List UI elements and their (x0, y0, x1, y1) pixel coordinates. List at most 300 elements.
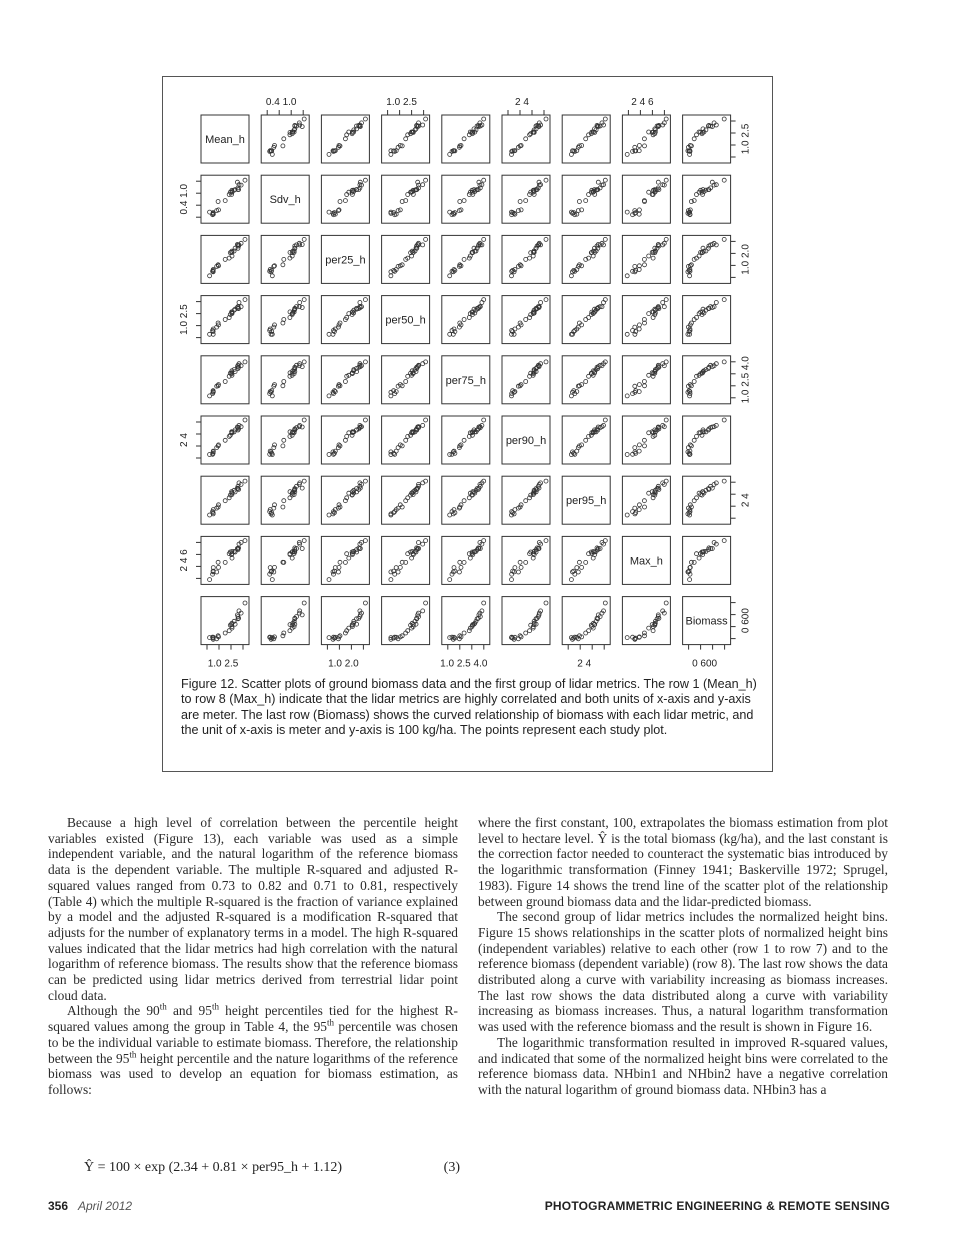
data-point (462, 560, 466, 564)
data-point (524, 499, 528, 503)
data-point (569, 152, 573, 156)
data-point (643, 505, 647, 509)
variable-label: per50_h (385, 314, 426, 327)
tick-label: 1.0 2.5 4.0 (440, 658, 488, 670)
data-point (302, 237, 306, 241)
data-point (223, 560, 227, 564)
data-point (327, 332, 331, 336)
panel-frame (201, 597, 249, 645)
data-point (633, 264, 637, 268)
data-point (462, 257, 466, 261)
panel-frame (382, 115, 430, 163)
data-point (223, 438, 227, 442)
panel-frame (201, 416, 249, 464)
data-point (519, 264, 523, 268)
data-point (637, 508, 641, 512)
data-point (216, 200, 220, 204)
data-point (243, 601, 247, 605)
data-point (603, 601, 607, 605)
data-point (662, 305, 666, 309)
data-point (577, 560, 581, 564)
data-point (389, 274, 393, 278)
data-point (462, 499, 466, 503)
data-point (421, 423, 425, 427)
data-point (637, 144, 641, 148)
data-point (528, 629, 532, 633)
data-point (363, 178, 367, 182)
variable-label: Max_h (629, 555, 663, 568)
data-point (482, 418, 486, 422)
data-point (695, 193, 699, 197)
data-point (596, 180, 600, 184)
data-point (347, 556, 351, 560)
data-point (336, 570, 340, 574)
data-point (462, 631, 466, 635)
data-point (633, 446, 637, 450)
variable-label: per75_h (445, 374, 486, 387)
data-point (421, 609, 425, 613)
data-point (516, 209, 520, 213)
data-point (584, 631, 588, 635)
data-point (544, 360, 548, 364)
data-point (424, 601, 428, 605)
data-point (327, 210, 331, 214)
data-point (510, 578, 514, 582)
data-point (462, 137, 466, 141)
tick-label: 0.4 1.0 (179, 183, 190, 215)
data-point (625, 332, 629, 336)
tick-label: 2 4 6 (631, 97, 654, 108)
data-point (223, 631, 227, 635)
panel-frame (622, 356, 670, 404)
data-point (569, 578, 573, 582)
data-point (343, 560, 347, 564)
data-point (722, 298, 726, 302)
data-point (692, 438, 696, 442)
panel-frame (683, 115, 731, 163)
data-point (458, 200, 462, 204)
data-point (237, 301, 241, 305)
data-point (243, 479, 247, 483)
data-point (697, 556, 701, 560)
panel-frame (442, 597, 490, 645)
data-point (664, 117, 668, 121)
panel-frame (683, 356, 731, 404)
data-point (722, 360, 726, 364)
data-point (243, 237, 247, 241)
data-point (642, 380, 646, 384)
panel-frame (562, 115, 610, 163)
data-point (524, 380, 528, 384)
data-point (300, 486, 304, 490)
paragraph: The logarithmic transformation resulted in improved R-squared values, and indicated that some of the normalized height bins were correlated to the reference biomass data. NHbin1 and NHbin2 have a negative correlation with the natural logarithm of ground biomass data. NHbin3 has a (478, 1034, 888, 1097)
data-point (223, 499, 227, 503)
data-point (208, 513, 212, 517)
figure-caption: Figure 12. Scatter plots of ground biomass data and the first group of lidar metrics. The row 1 (Mean_h) to row 8 (Max_h) indicate that the lidar metrics are highly correlated and both units of x-axis and y-axis are meter. The last row (Biomass) shows the curved relationship of biomass with each lidar metric, and the unit of x-axis is meter and y-axis is 100 kg/ha. The points represent each study plot. (181, 677, 757, 738)
data-point (643, 384, 647, 388)
variable-label: Sdv_h (269, 194, 301, 207)
data-point (227, 434, 231, 438)
tick-label: 2 4 6 (179, 549, 190, 572)
data-point (223, 257, 227, 261)
data-point (661, 301, 665, 305)
data-point (281, 263, 285, 267)
data-point (243, 539, 247, 543)
data-point (584, 318, 588, 322)
data-point (327, 152, 331, 156)
data-point (216, 560, 220, 564)
data-point (633, 384, 637, 388)
data-point (528, 133, 532, 137)
data-point (544, 479, 548, 483)
data-point (345, 552, 349, 556)
panel-frame (261, 115, 309, 163)
panel-frame (321, 597, 369, 645)
data-point (692, 380, 696, 384)
data-point (539, 301, 543, 305)
data-point (327, 394, 331, 398)
data-point (584, 137, 588, 141)
data-point (722, 418, 726, 422)
data-point (227, 256, 231, 260)
data-point (625, 453, 629, 457)
data-point (223, 380, 227, 384)
data-point (223, 318, 227, 322)
data-point (587, 374, 591, 378)
page-number: 356 (48, 1199, 69, 1213)
data-point (208, 274, 212, 278)
data-point (217, 565, 221, 569)
data-point (695, 434, 699, 438)
data-point (243, 418, 247, 422)
panel-frame (321, 115, 369, 163)
data-point (457, 570, 461, 574)
data-point (363, 479, 367, 483)
tick-label: 2 4 (515, 97, 529, 108)
data-point (404, 499, 408, 503)
data-point (524, 199, 528, 203)
data-point (580, 565, 584, 569)
page-footer (48, 1199, 890, 1217)
data-point (282, 380, 286, 384)
data-point (722, 117, 726, 121)
data-point (270, 578, 274, 582)
data-point (462, 318, 466, 322)
variable-label: Mean_h (205, 134, 245, 146)
data-point (643, 444, 647, 448)
panel-frame (201, 175, 249, 223)
data-point (302, 360, 306, 364)
data-point (223, 199, 227, 203)
data-point (288, 496, 292, 500)
data-point (343, 380, 347, 384)
tick-label: 2 4 (577, 658, 592, 670)
paragraph: The second group of lidar metrics includes the normalized height bins. Figure 15 shows relationships in the scatter plots of normalized height bins (independent variables) relative to each other (row 1 to row 7) and to the reference biomass (dependent variable) (row 8). The last row shows the data distributed along a curve with variability increasing as biomass increases. The last row shows the data distributed along a curve with variability increasing as biomass increases. Thus, a natural logarithm transformation was used with the reference biomass and the result is shown in Figure 16. (478, 909, 888, 1035)
panel-frame (683, 536, 731, 584)
data-point (577, 200, 581, 204)
data-point (337, 443, 341, 447)
data-point (637, 323, 641, 327)
data-point (448, 152, 452, 156)
issue-date: April 2012 (78, 1199, 133, 1213)
data-point (642, 257, 646, 261)
data-point (458, 560, 462, 564)
data-point (421, 183, 425, 187)
data-point (282, 438, 286, 442)
panel-frame (382, 476, 430, 524)
data-point (692, 499, 696, 503)
panel-frame (502, 175, 550, 223)
data-point (281, 384, 285, 388)
data-point (524, 318, 528, 322)
variable-label: Biomass (685, 615, 728, 628)
data-point (448, 513, 452, 517)
panel-frame (502, 115, 550, 163)
data-point (462, 438, 466, 442)
data-point (695, 133, 699, 137)
tick-label: 2 4 (740, 493, 752, 508)
data-point (482, 178, 486, 182)
data-point (664, 178, 668, 182)
data-point (272, 446, 276, 450)
data-point (302, 601, 306, 605)
paragraph: where the first constant, 100, extrapolates the biomass estimation from plot level to hectare level. Ŷ is the total biomass (kg/ha), and the last constant is the correction factor needed to counteract the systematic bias introduced by the logarithmic transformation (Finney 1941; Baskerville 1972; Sprugel, 1983). Figure 14 shows the trend line of the scatter plot of the relationship between ground biomass data and the lidar-predicted biomass. (478, 815, 888, 909)
data-point (302, 298, 306, 302)
data-point (647, 254, 651, 258)
tick-label: 1.0 2.5 (740, 123, 752, 155)
data-point (327, 513, 331, 517)
data-point (584, 438, 588, 442)
data-point (584, 560, 588, 564)
data-point (482, 117, 486, 121)
data-point (302, 479, 306, 483)
paragraph: Although the 90th and 95th height percentiles tied for the highest R-squared values among the group in Table 4, the 95th percentile was chosen to be the individual variable to estimate biomass. Therefore, the relationship between the 95th height percentile and the nature logarithms of the reference biomass was used to develop an equation for biomass estimation, as follows: (48, 1001, 459, 1097)
panel-frame (683, 235, 731, 283)
tick-label: 1.0 2.5 (386, 97, 417, 108)
data-point (528, 256, 532, 260)
data-point (518, 200, 522, 204)
data-point (227, 629, 231, 633)
data-point (282, 499, 286, 503)
data-point (544, 117, 548, 121)
data-point (603, 418, 607, 422)
panel-frame (622, 597, 670, 645)
data-point (448, 274, 452, 278)
data-point (288, 629, 292, 633)
data-point (273, 443, 277, 447)
data-point (637, 503, 641, 507)
variable-label: per25_h (325, 254, 366, 267)
equation-text: Ŷ = 100 × exp (2.34 + 0.81 × per95_h + 1.12) (84, 1160, 343, 1175)
tick-label: 0 600 (692, 658, 718, 670)
data-point (664, 418, 668, 422)
data-point (603, 117, 607, 121)
data-point (510, 274, 514, 278)
panel-frame (201, 476, 249, 524)
data-point (544, 539, 548, 543)
data-point (516, 570, 520, 574)
data-point (343, 137, 347, 141)
data-point (637, 383, 641, 387)
data-point (448, 578, 452, 582)
data-point (524, 137, 528, 141)
data-point (656, 180, 660, 184)
data-point (569, 394, 573, 398)
data-point (625, 210, 629, 214)
data-point (363, 360, 367, 364)
data-point (643, 144, 647, 148)
tick-label: 1.0 2.5 (179, 304, 190, 335)
data-point (643, 263, 647, 267)
tick-label: 0.4 1.0 (265, 97, 297, 108)
data-point (327, 578, 331, 582)
data-point (270, 274, 274, 278)
data-point (524, 560, 528, 564)
data-point (637, 208, 641, 212)
data-point (424, 418, 428, 422)
data-point (637, 443, 641, 447)
data-point (208, 394, 212, 398)
panel-frame (201, 296, 249, 344)
data-point (642, 499, 646, 503)
left-column (48, 815, 458, 1098)
data-point (302, 418, 306, 422)
tick-label: 1.0 2.0 (328, 658, 359, 670)
data-point (363, 298, 367, 302)
data-point (394, 566, 398, 570)
data-point (282, 137, 286, 141)
data-point (417, 541, 421, 545)
data-point (302, 539, 306, 543)
data-point (664, 237, 668, 241)
data-point (338, 200, 342, 204)
tick-label: 2 4 (179, 433, 190, 447)
data-point (421, 542, 425, 546)
data-point (642, 137, 646, 141)
data-point (404, 137, 408, 141)
data-point (406, 193, 410, 197)
data-point (398, 565, 402, 569)
data-point (282, 257, 286, 261)
data-point (695, 552, 699, 556)
data-point (714, 301, 718, 305)
variable-label: per95_h (566, 495, 607, 508)
paragraph: Because a high level of correlation between the percentile height variables existed (Figure 13), each variable was used as a simple independent variable, and the natural logarithm of the reference biomass data is the dependent variable. The multiple R-squared and adjusted R-squared values ranged from 0.73 to 0.82 and 0.71 to 0.81, respectively (Table 4) which the multiple R-squared is the fraction of variance explained by a model and the adjusted R-squared is a modification R-squared that adjusts for the number of explanatory terms in a model. The high R-squared values indicated that the lidar metrics had high correlation with the natural logarithm of reference biomass. The results show that the reference biomass can be predicted using lidar metrics derived from terrestrial lidar point cloud data. (48, 815, 458, 1003)
data-point (298, 301, 302, 305)
panel-frame (201, 235, 249, 283)
data-point (363, 539, 367, 543)
data-point (482, 601, 486, 605)
data-point (518, 560, 522, 564)
data-point (625, 636, 629, 640)
data-point (424, 178, 428, 182)
data-point (688, 274, 692, 278)
data-point (524, 257, 528, 261)
data-point (642, 438, 646, 442)
variable-label: per90_h (505, 435, 547, 447)
data-point (722, 479, 726, 483)
data-point (637, 327, 641, 331)
data-point (208, 578, 212, 582)
data-point (688, 578, 692, 582)
data-point (651, 256, 655, 260)
data-point (358, 301, 362, 305)
journal-name: PHOTOGRAMMETRIC ENGINEERING & REMOTE SENSING (544, 1199, 890, 1213)
data-point (421, 123, 425, 127)
data-point (327, 636, 331, 640)
data-point (695, 374, 699, 378)
data-point (569, 274, 573, 278)
data-point (273, 565, 277, 569)
data-point (424, 237, 428, 241)
data-point (584, 380, 588, 384)
data-point (519, 565, 523, 569)
data-point (575, 566, 579, 570)
panel-frame (261, 416, 309, 464)
data-point (243, 178, 247, 182)
data-point (625, 152, 629, 156)
data-point (664, 601, 668, 605)
data-point (482, 237, 486, 241)
data-point (587, 193, 591, 197)
data-point (467, 629, 471, 633)
data-point (603, 178, 607, 182)
data-point (722, 237, 726, 241)
data-point (467, 496, 471, 500)
data-point (288, 316, 292, 320)
data-point (389, 578, 393, 582)
data-point (689, 560, 693, 564)
data-point (345, 133, 349, 137)
data-point (338, 560, 342, 564)
data-point (692, 137, 696, 141)
data-point (421, 243, 425, 247)
data-point (519, 208, 523, 212)
panel-frame (562, 296, 610, 344)
data-point (625, 513, 629, 517)
data-point (467, 316, 471, 320)
data-point (243, 360, 247, 364)
data-point (404, 438, 408, 442)
data-point (281, 144, 285, 148)
data-point (345, 434, 349, 438)
data-point (281, 444, 285, 448)
tick-label: 1.0 2.5 4.0 (740, 356, 752, 404)
data-point (664, 298, 668, 302)
data-point (625, 394, 629, 398)
tick-label: 0 600 (740, 608, 752, 634)
equation-3 (84, 1160, 460, 1176)
data-point (544, 298, 548, 302)
data-point (424, 117, 428, 121)
data-point (389, 570, 393, 574)
equation-number: (3) (443, 1160, 460, 1175)
data-point (647, 626, 651, 630)
data-point (625, 274, 629, 278)
data-point (343, 438, 347, 442)
data-point (243, 298, 247, 302)
data-point (343, 199, 347, 203)
data-point (584, 199, 588, 203)
data-point (544, 237, 548, 241)
data-point (448, 210, 452, 214)
tick-label: 1.0 2.5 (207, 658, 239, 670)
data-point (524, 631, 528, 635)
data-point (544, 178, 548, 182)
panel-frame (442, 536, 490, 584)
data-point (363, 601, 367, 605)
data-point (633, 332, 637, 336)
